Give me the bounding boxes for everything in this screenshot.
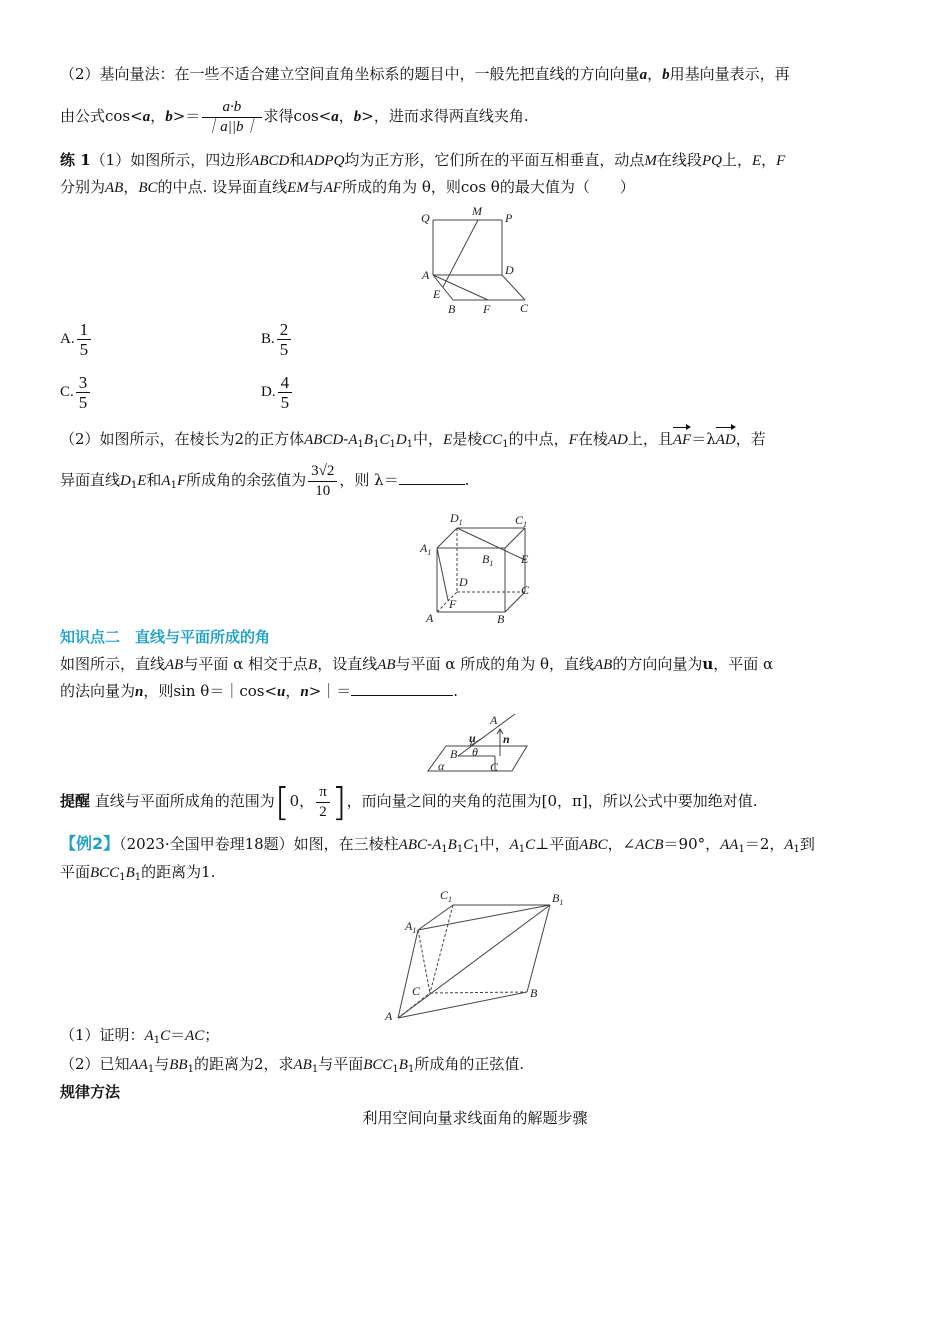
- option-d: D. $\frac{4}{5}$: [261, 373, 294, 412]
- label-E: E: [521, 552, 529, 566]
- label-D: D: [505, 263, 514, 277]
- tip-line: 提醒 直线与平面所成角的范围为[0， $\frac{\pi}{2}$ ]，而向量之间的夹角的范围为[0，π]，所以公式中要加绝对值.: [60, 780, 758, 824]
- prism-figure: [380, 885, 580, 1025]
- method-title: 利用空间向量求线面角的解题步骤: [362, 1109, 588, 1127]
- label-u: u: [469, 731, 476, 745]
- method2-line2: 由公式cos<a，b>＝ $\frac{a\cdot b}{|a||b|}$ 求得cos<a，b>，进而求得两直线夹角.: [60, 98, 529, 135]
- label-A: A: [490, 713, 498, 727]
- example2-q1: （1）证明：$A_1C=AC$；: [60, 1026, 220, 1046]
- label-theta: θ: [472, 745, 478, 759]
- section2-title: 知识点二 直线与平面所成的角: [60, 628, 271, 646]
- label-A: A: [426, 611, 434, 625]
- label-B: B: [530, 986, 538, 1000]
- label-C1: $C_1$: [440, 888, 453, 904]
- exercise1-part2-line2: 异面直线$D_1E$和$A_1F$所成角的余弦值为 $\frac{3√2}{10}$ ，则 λ＝ .: [60, 462, 470, 499]
- example2-line1: 【例2】（2023·全国甲卷理18题）如图，在三棱柱ABC-$A_1B_1C_1$中，$A_1C\perp$平面ABC，∠ACB＝90°，$AA_1=2$，$A_1$到: [60, 834, 815, 855]
- label-C: C: [521, 583, 530, 597]
- example2-q2: （2）已知$AA_1$与$BB_1$的距离为2，求$AB_1$与平面$BCC_1B_1$所成角的正弦值.: [60, 1055, 525, 1075]
- label-B1: $B_1$: [552, 891, 564, 907]
- section2-line1: 如图所示，直线AB与平面 α 相交于点B，设直线AB与平面 α 所成的角为 θ，直线AB的方向向量为u，平面 α: [60, 655, 774, 673]
- label-B: B: [450, 747, 458, 761]
- square-figure: [410, 200, 540, 320]
- label-A1: $A_1$: [405, 919, 417, 935]
- label-A: A: [385, 1009, 393, 1023]
- label-C: C: [520, 301, 529, 315]
- label-n: n: [503, 732, 510, 746]
- cosine-formula: $\frac{a\cdot b}{|a||b|}$: [202, 98, 261, 137]
- label-Q: Q: [421, 211, 430, 225]
- answer-blank-sin[interactable]: [351, 681, 453, 696]
- label-A1: $A_1$: [420, 541, 432, 557]
- label-P: P: [505, 211, 513, 225]
- example2-line2: 平面$BCC_1B_1$的距离为1.: [60, 863, 216, 883]
- label-A: A: [422, 268, 430, 282]
- exercise1-line1: 练 1（1）如图所示，四边形ABCD和ADPQ均为正方形，它们所在的平面互相垂直，动点M在线段PQ上，E，F: [60, 151, 786, 169]
- label-F: F: [449, 597, 457, 611]
- option-a: A. $\frac{1}{5}$: [60, 320, 93, 359]
- label-C: C: [412, 984, 421, 998]
- option-c: C. $\frac{3}{5}$: [60, 373, 92, 412]
- label-E: E: [433, 287, 441, 301]
- label-D: D: [459, 575, 468, 589]
- exercise1-part2-line1: （2）如图所示，在棱长为2的正方体ABCD-$A_1B_1C_1D_1$中，E是棱$CC_1$的中点，F在棱AD上，且AF＝λAD，若: [60, 430, 766, 450]
- label-B: B: [448, 302, 456, 316]
- option-b: B. $\frac{2}{5}$: [261, 320, 293, 359]
- section2-line2: 的法向量为n，则sin θ＝｜cos<u，n>｜＝ .: [60, 682, 459, 700]
- method2-line1: （2）基向量法：在一些不适合建立空间直角坐标系的题目中，一般先把直线的方向向量a，b用基向量表示，再: [60, 65, 790, 83]
- label-F: F: [483, 302, 491, 316]
- cube-figure: [410, 505, 540, 630]
- cosine-value: $\frac{3√2}{10}$: [308, 462, 337, 501]
- method-heading: 规律方法: [60, 1083, 121, 1101]
- label-C: C: [490, 760, 499, 774]
- label-B: B: [497, 612, 505, 626]
- label-D1: $D_1$: [450, 511, 463, 527]
- label-C1: $C_1$: [515, 513, 528, 529]
- label-B1: $B_1$: [482, 552, 494, 568]
- exercise1-line2: 分别为AB，BC的中点. 设异面直线EM与AF所成的角为 θ，则cos θ的最大值为（ ）: [60, 178, 635, 196]
- answer-blank-lambda[interactable]: [399, 470, 465, 485]
- plane-figure: [420, 711, 540, 776]
- label-M: M: [472, 204, 482, 218]
- label-alpha: α: [438, 759, 445, 773]
